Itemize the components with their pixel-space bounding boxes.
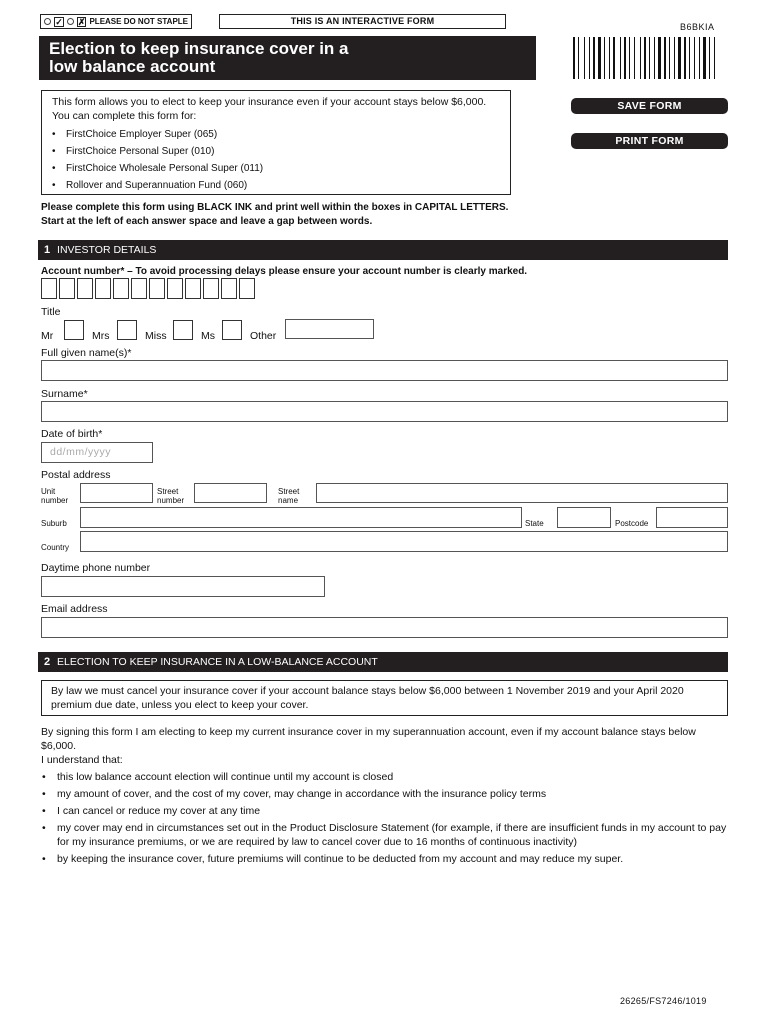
instructions-line1: Please complete this form using BLACK INK and print well within the boxes in CAPITAL LETTERS. bbox=[41, 202, 509, 213]
surname-field[interactable] bbox=[41, 401, 728, 422]
email-field[interactable] bbox=[41, 617, 728, 638]
account-digit-box[interactable] bbox=[77, 278, 93, 299]
barcode-bar bbox=[647, 37, 648, 79]
phone-field[interactable] bbox=[41, 576, 325, 597]
title-mrs-label: Mrs bbox=[92, 330, 110, 342]
dob-field[interactable]: dd/mm/yyyy bbox=[41, 442, 153, 463]
barcode-bar bbox=[596, 37, 597, 79]
barcode-bar bbox=[591, 37, 592, 79]
barcode-bar bbox=[676, 37, 677, 79]
street-name-field[interactable] bbox=[316, 483, 728, 503]
barcode-bar bbox=[701, 37, 702, 79]
barcode-bar bbox=[651, 37, 653, 79]
section-1-header bbox=[38, 240, 728, 260]
barcode-bar bbox=[634, 37, 635, 79]
barcode-bar bbox=[584, 37, 585, 79]
section-1-title: INVESTOR DETAILS bbox=[57, 244, 157, 256]
suburb-field[interactable] bbox=[80, 507, 522, 528]
unit-number-label: Unit number bbox=[41, 487, 69, 505]
account-digit-box[interactable] bbox=[203, 278, 219, 299]
barcode-bar bbox=[689, 37, 690, 79]
barcode-bar bbox=[699, 37, 700, 79]
title-other-label: Other bbox=[250, 330, 277, 342]
barcode-bar bbox=[703, 37, 706, 79]
account-digit-box[interactable] bbox=[131, 278, 147, 299]
staple-notice-text: PLEASE DO NOT STAPLE bbox=[89, 17, 188, 26]
print-form-button[interactable]: PRINT FORM bbox=[571, 133, 728, 149]
understand-item: • I can cancel or reduce my cover at any time bbox=[41, 804, 731, 818]
title-mr-checkbox[interactable] bbox=[64, 320, 84, 340]
product-list bbox=[52, 126, 500, 194]
paperclip-icon bbox=[44, 18, 51, 25]
interactive-form-notice: THIS IS AN INTERACTIVE FORM bbox=[219, 14, 506, 29]
barcode-bar bbox=[593, 37, 595, 79]
barcode-bar bbox=[580, 37, 583, 79]
surname-label: Surname* bbox=[41, 388, 88, 400]
barcode-bar bbox=[714, 37, 715, 79]
street-name-label: Street name bbox=[278, 487, 300, 505]
barcode-bar bbox=[589, 37, 590, 79]
save-form-button[interactable]: SAVE FORM bbox=[571, 98, 728, 114]
barcode-bar bbox=[649, 37, 650, 79]
barcode-bar bbox=[658, 37, 661, 79]
barcode-bar bbox=[678, 37, 681, 79]
barcode-bar bbox=[674, 37, 675, 79]
election-paragraph: By signing this form I am electing to keep my current insurance cover in my superannuation account, even if my account balance stays below $6,000. bbox=[41, 726, 696, 752]
barcode-bar bbox=[667, 37, 668, 79]
country-field[interactable] bbox=[80, 531, 728, 552]
barcode-bar bbox=[602, 37, 603, 79]
barcode-bar bbox=[631, 37, 633, 79]
account-digit-box[interactable] bbox=[221, 278, 237, 299]
form-code: B6BKIA bbox=[680, 22, 715, 32]
understand-item: • my amount of cover, and the cost of my cover, may change in accordance with the insurance policy terms bbox=[41, 787, 731, 801]
state-label: State bbox=[525, 519, 544, 528]
section-2-title: ELECTION TO KEEP INSURANCE IN A LOW-BALANCE ACCOUNT bbox=[57, 656, 378, 668]
account-digit-box[interactable] bbox=[59, 278, 75, 299]
intro-box bbox=[41, 90, 511, 195]
street-number-label: Street number bbox=[157, 487, 185, 505]
barcode-bar bbox=[613, 37, 615, 79]
barcode-bar bbox=[694, 37, 695, 79]
law-notice: By law we must cancel your insurance cover if your account balance stays below $6,000 between 1 November 2019 and your April 2020 premium due date, unless you elect to keep your cover. bbox=[41, 680, 728, 716]
barcode-bar bbox=[604, 37, 605, 79]
barcode-bar bbox=[707, 37, 708, 79]
account-digit-box[interactable] bbox=[95, 278, 111, 299]
state-field[interactable] bbox=[557, 507, 611, 528]
title-other-field[interactable] bbox=[285, 319, 374, 339]
barcode-bar bbox=[622, 37, 623, 79]
account-digit-box[interactable] bbox=[149, 278, 165, 299]
barcode-bar bbox=[684, 37, 686, 79]
barcode-bar bbox=[616, 37, 619, 79]
postcode-field[interactable] bbox=[656, 507, 728, 528]
unit-number-field[interactable] bbox=[80, 483, 153, 503]
given-names-label: Full given name(s)* bbox=[41, 347, 132, 359]
barcode-bar bbox=[627, 37, 628, 79]
title-miss-checkbox[interactable] bbox=[173, 320, 193, 340]
email-label: Email address bbox=[41, 603, 108, 615]
barcode-bar bbox=[664, 37, 666, 79]
election-terms bbox=[41, 725, 731, 869]
barcode-bar bbox=[640, 37, 641, 79]
account-digit-box[interactable] bbox=[185, 278, 201, 299]
account-digit-box[interactable] bbox=[167, 278, 183, 299]
barcode-bar bbox=[620, 37, 621, 79]
barcode-bar bbox=[578, 37, 579, 79]
barcode-bar bbox=[644, 37, 646, 79]
postal-address-label: Postal address bbox=[41, 469, 111, 481]
barcode-bar bbox=[606, 37, 608, 79]
barcode-bar bbox=[598, 37, 601, 79]
intro-text: This form allows you to elect to keep your insurance even if your account stays below $6,000. You can complete this form for: bbox=[52, 96, 487, 122]
staple-icon bbox=[67, 18, 74, 25]
title-miss-label: Miss bbox=[145, 330, 167, 342]
product-item: • FirstChoice Employer Super (065) bbox=[52, 126, 500, 143]
cross-icon: ✗ bbox=[77, 16, 86, 27]
postcode-label: Postcode bbox=[615, 519, 649, 528]
page-title-line1: Election to keep insurance cover in a bbox=[49, 39, 349, 58]
barcode-bar bbox=[691, 37, 693, 79]
barcode-bar bbox=[682, 37, 683, 79]
barcode-bar bbox=[671, 37, 673, 79]
title-mrs-checkbox[interactable] bbox=[117, 320, 137, 340]
barcode-bar bbox=[711, 37, 713, 79]
title-ms-checkbox[interactable] bbox=[222, 320, 242, 340]
understand-item: • this low balance account election will continue until my account is closed bbox=[41, 770, 731, 784]
country-label: Country bbox=[41, 543, 70, 552]
understand-heading: I understand that: bbox=[41, 754, 123, 766]
barcode-bar bbox=[662, 37, 663, 79]
product-item: • FirstChoice Wholesale Personal Super (011) bbox=[52, 160, 500, 177]
product-item: • FirstChoice Personal Super (010) bbox=[52, 143, 500, 160]
staple-notice bbox=[40, 14, 192, 29]
product-item: • Rollover and Superannuation Fund (060) bbox=[52, 177, 500, 194]
phone-label: Daytime phone number bbox=[41, 562, 151, 574]
barcode-bar bbox=[656, 37, 657, 79]
dob-label: Date of birth* bbox=[41, 428, 103, 440]
title-mr-label: Mr bbox=[41, 330, 54, 342]
barcode-bar bbox=[669, 37, 670, 79]
given-names-field[interactable] bbox=[41, 360, 728, 381]
understand-item: • my cover may end in circumstances set out in the Product Disclosure Statement (for example, if there are insufficient funds in my account to pay for my insurance premiums, or we are required by law to cancel cover due to 16 months of continuous inactivity) bbox=[41, 821, 731, 849]
barcode-bar bbox=[636, 37, 639, 79]
section-2-header bbox=[38, 652, 728, 672]
section-2-number: 2 bbox=[44, 656, 51, 668]
barcode-bar bbox=[654, 37, 655, 79]
account-digit-box[interactable] bbox=[113, 278, 129, 299]
title-label: Title bbox=[41, 306, 61, 318]
barcode-bar bbox=[709, 37, 710, 79]
understand-list bbox=[41, 770, 731, 866]
understand-item: • by keeping the insurance cover, future premiums will continue to be deducted from my account and may reduce my super. bbox=[41, 852, 731, 866]
suburb-label: Suburb bbox=[41, 519, 67, 528]
account-digit-box[interactable] bbox=[41, 278, 57, 299]
barcode-bar bbox=[624, 37, 626, 79]
instructions-line2: Start at the left of each answer space and leave a gap between words. bbox=[41, 216, 373, 227]
footer-code: 26265/FS7246/1019 bbox=[620, 996, 707, 1006]
barcode-bar bbox=[576, 37, 577, 79]
account-digit-box[interactable] bbox=[239, 278, 255, 299]
barcode-bar bbox=[696, 37, 698, 79]
account-number-field[interactable] bbox=[41, 278, 255, 299]
barcode-bar bbox=[573, 37, 575, 79]
title-ms-label: Ms bbox=[201, 330, 215, 342]
checkmark-icon: ✓ bbox=[55, 16, 63, 27]
barcode bbox=[573, 37, 728, 79]
barcode-bar bbox=[586, 37, 588, 79]
barcode-bar bbox=[629, 37, 630, 79]
barcode-bar bbox=[642, 37, 643, 79]
section-1-number: 1 bbox=[44, 244, 51, 256]
barcode-bar bbox=[609, 37, 610, 79]
barcode-bar bbox=[611, 37, 612, 79]
page-title-line2: low balance account bbox=[49, 57, 216, 76]
barcode-bar bbox=[687, 37, 688, 79]
page-title bbox=[39, 36, 536, 80]
street-number-field[interactable] bbox=[194, 483, 267, 503]
instructions bbox=[41, 201, 601, 229]
account-number-label: Account number* – To avoid processing delays please ensure your account number is clearly marked. bbox=[41, 266, 528, 277]
